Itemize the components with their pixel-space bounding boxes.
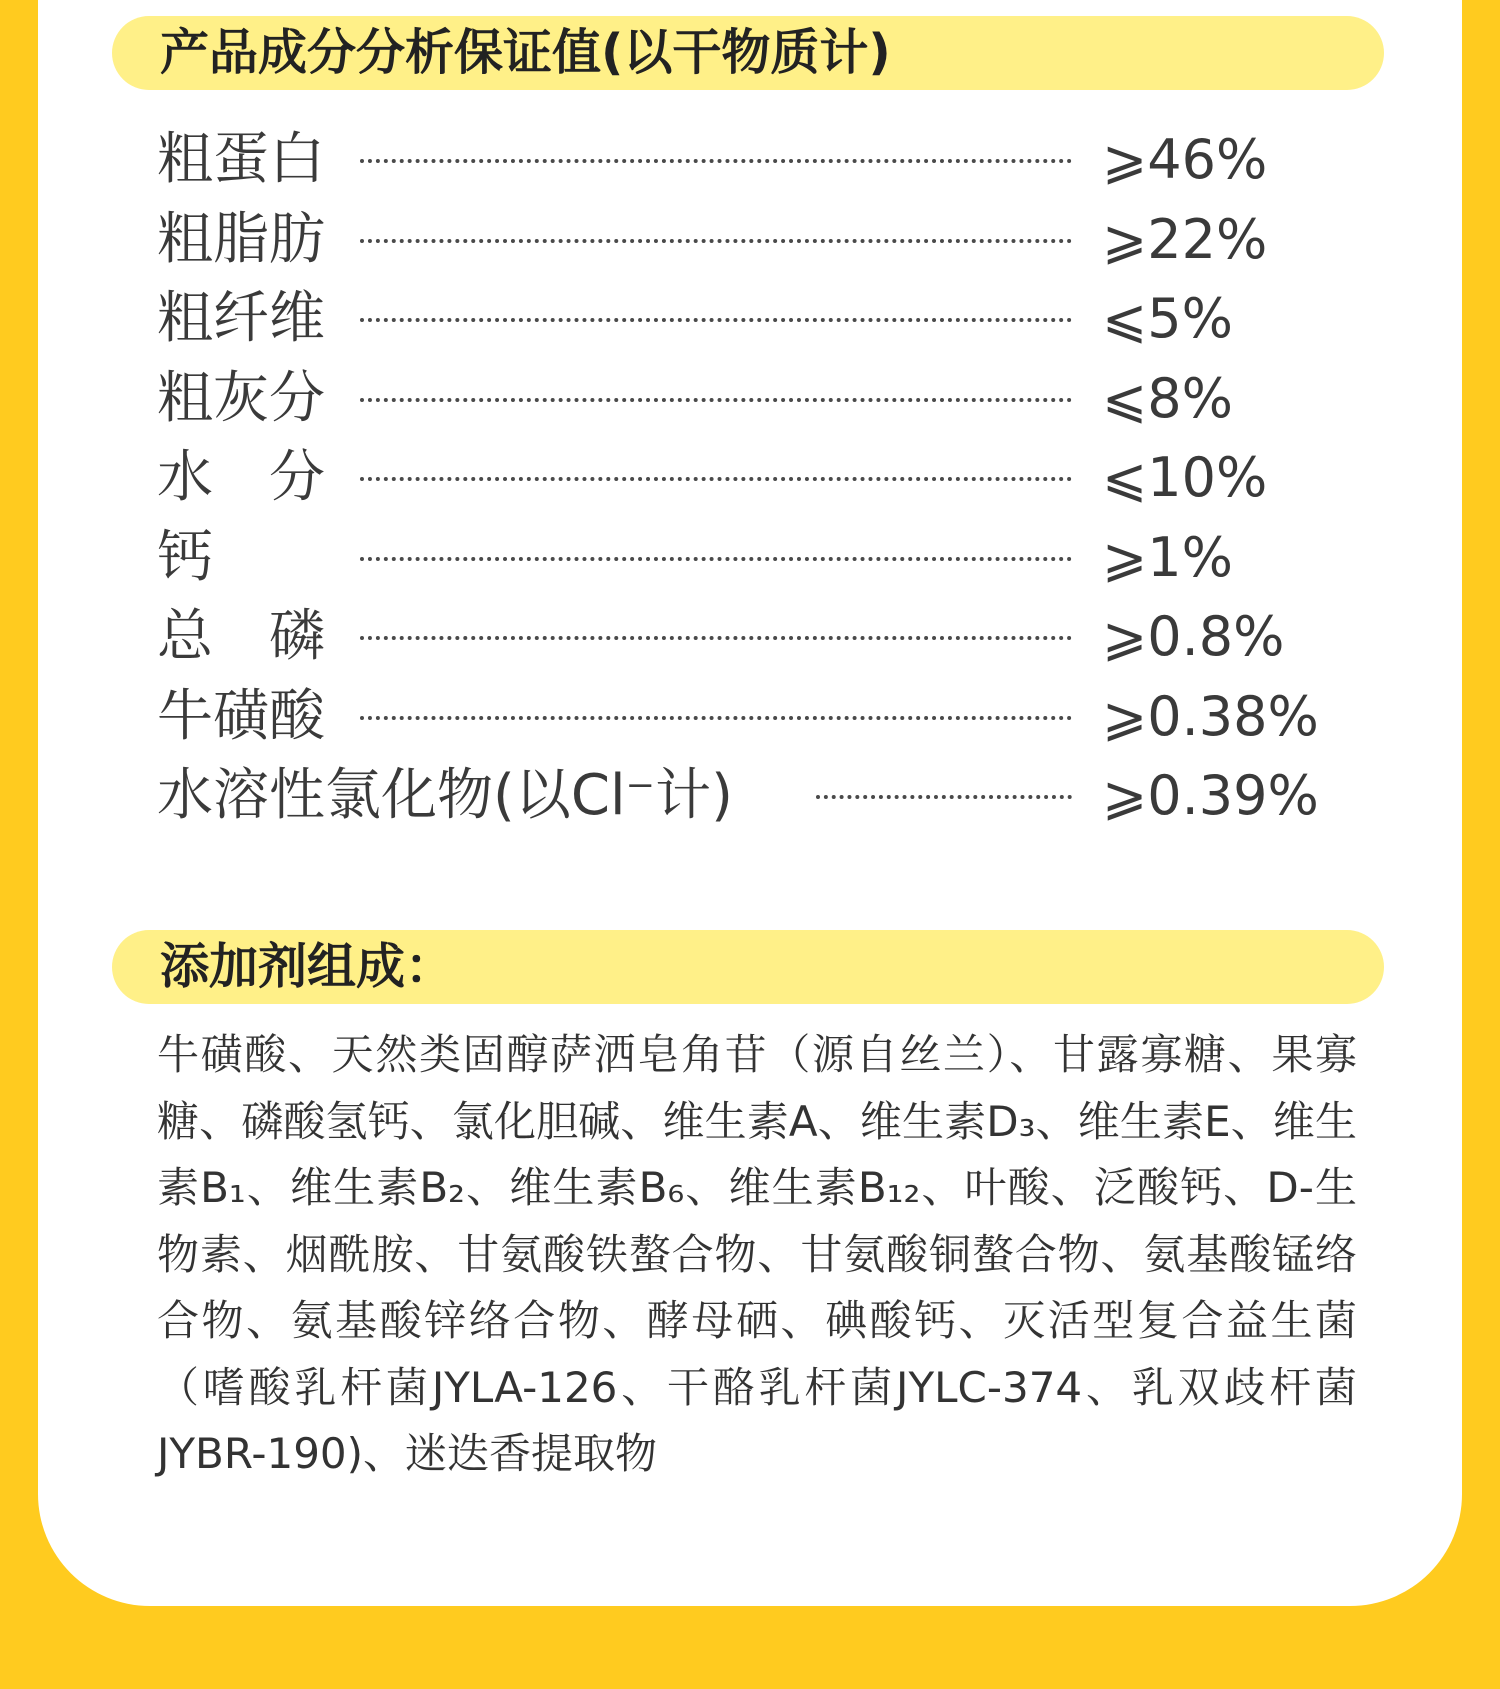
nutrient-value: ⩾0.39%	[1102, 764, 1319, 827]
nutrient-value: ⩽10%	[1102, 446, 1268, 509]
dotted-leader	[360, 318, 1072, 322]
nutrient-value: ⩾0.8%	[1102, 605, 1285, 668]
dotted-leader	[360, 398, 1072, 402]
dotted-leader	[360, 557, 1072, 561]
dotted-leader	[360, 477, 1072, 481]
nutrient-row-crude-protein	[0, 120, 1500, 200]
nutrient-row-taurine	[0, 677, 1500, 757]
nutrient-value: ⩽8%	[1102, 367, 1233, 430]
nutrient-row-moisture	[0, 438, 1500, 518]
nutrient-label: 粗灰分	[157, 366, 325, 431]
nutrient-label: 牛磺酸	[157, 684, 325, 749]
nutrient-label: 粗蛋白	[157, 127, 325, 192]
nutrient-value: ⩽5%	[1102, 287, 1233, 350]
dotted-leader	[360, 159, 1072, 163]
nutrient-row-water-soluble-chloride	[0, 756, 1500, 836]
nutrient-label: 粗纤维	[157, 286, 325, 351]
nutrient-value: ⩾46%	[1102, 128, 1268, 191]
nutrient-row-crude-fat	[0, 200, 1500, 280]
additives-list-text: 牛磺酸、天然类固醇萨洒皂角苷（源自丝兰）、甘露寡糖、果寡糖、磷酸氢钙、氯化胆碱、维生素A、维生素D₃、维生素E、维生素B₁、维生素B₂、维生素B₆、维生素B₁₂、叶酸、泛酸钙、D-生物素、烟酰胺、甘氨酸铁螯合物、甘氨酸铜螯合物、氨基酸锰络合物、氨基酸锌络合物、酵母硒、碘酸钙、灭活型复合益生菌（嗜酸乳杆菌JYLA-126、干酪乳杆菌JYLC-374、乳双歧杆菌JYBR-190)、迷迭香提取物	[157, 1030, 1357, 1478]
nutrient-label: 水溶性氯化物(以Cl⁻计)	[157, 763, 733, 828]
nutrient-value: ⩾0.38%	[1102, 685, 1319, 748]
analysis-section-title: 产品成分分析保证值(以干物质计)	[160, 24, 891, 81]
additives-section-header	[112, 930, 1384, 1004]
nutrient-label: 钙	[157, 525, 213, 590]
nutrient-value: ⩾1%	[1102, 526, 1233, 589]
nutrient-label: 粗脂肪	[157, 207, 325, 272]
nutrient-label: 总 磷	[157, 604, 325, 669]
analysis-section-header	[112, 16, 1384, 90]
dotted-leader	[360, 716, 1072, 720]
dotted-leader	[816, 795, 1072, 799]
nutrient-row-calcium	[0, 518, 1500, 598]
dotted-leader	[360, 239, 1072, 243]
nutrient-value: ⩾22%	[1102, 208, 1268, 271]
additives-section-title: 添加剂组成：	[160, 938, 455, 995]
dotted-leader	[360, 636, 1072, 640]
nutrient-row-crude-fiber	[0, 279, 1500, 359]
nutrient-label: 水 分	[157, 445, 325, 510]
nutrient-row-total-phosphorus	[0, 597, 1500, 677]
nutrient-row-crude-ash	[0, 359, 1500, 439]
